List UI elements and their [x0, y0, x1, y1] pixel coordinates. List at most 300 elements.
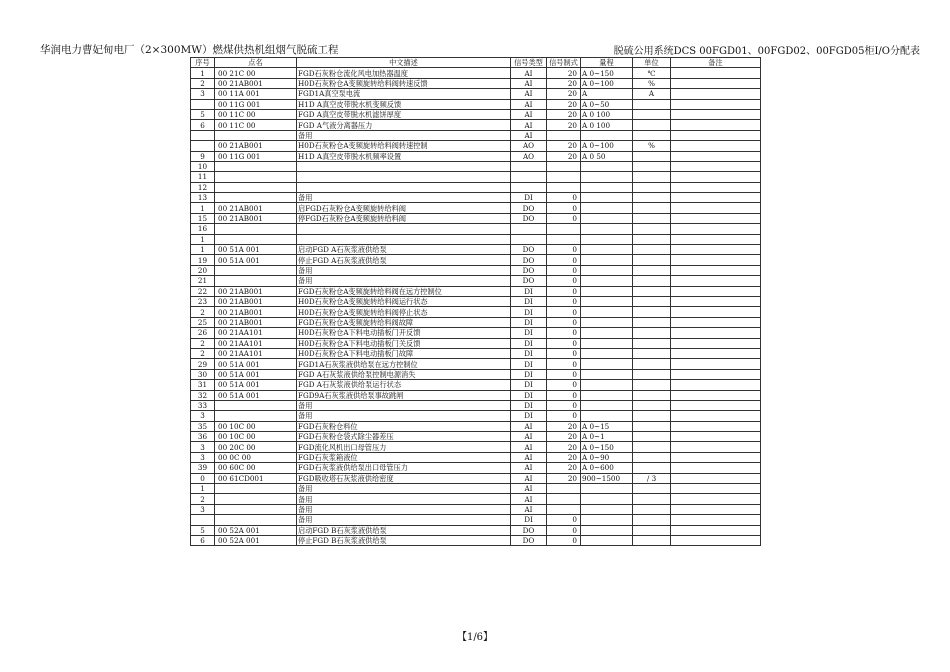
- cell-range: [581, 265, 633, 275]
- cell-signal-type: AI: [511, 99, 547, 109]
- cell-description: FGD流化风机出口母管压力: [297, 442, 511, 452]
- cell-range: [581, 484, 633, 494]
- cell-signal-type: DI: [511, 515, 547, 525]
- cell-signal-system: 0: [547, 359, 581, 369]
- cell-description: H1D A真空皮带脱水机变频反馈: [297, 99, 511, 109]
- cell-tag: 00 21AB001: [215, 307, 297, 317]
- cell-signal-type: [511, 161, 547, 171]
- cell-range: [581, 338, 633, 348]
- cell-note: [671, 328, 761, 338]
- cell-unit: [633, 99, 671, 109]
- cell-note: [671, 78, 761, 88]
- cell-tag: 00 21AB001: [215, 141, 297, 151]
- cell-description: FGD A气液分离器压力: [297, 120, 511, 130]
- cell-seq: 2: [191, 348, 215, 358]
- cell-note: [671, 494, 761, 504]
- cell-tag: [215, 504, 297, 514]
- cell-signal-type: DI: [511, 317, 547, 327]
- cell-signal-system: 0: [547, 525, 581, 535]
- cell-description: 停止FGD B石灰浆液供给泵: [297, 535, 511, 545]
- cell-note: [671, 390, 761, 400]
- cell-tag: 00 61CD001: [215, 473, 297, 483]
- cell-tag: 00 21AB001: [215, 203, 297, 213]
- cell-signal-type: DO: [511, 265, 547, 275]
- table-row: [191, 504, 761, 514]
- cell-signal-system: 0: [547, 369, 581, 379]
- cell-seq: 9: [191, 151, 215, 161]
- header-tag: 点名: [215, 58, 297, 68]
- cell-signal-system: [547, 182, 581, 192]
- cell-signal-type: AI: [511, 484, 547, 494]
- cell-signal-system: [547, 504, 581, 514]
- cell-seq: 35: [191, 421, 215, 431]
- cell-description: [297, 182, 511, 192]
- cell-signal-system: [547, 172, 581, 182]
- cell-signal-type: DI: [511, 359, 547, 369]
- cell-range: A 0~100: [581, 141, 633, 151]
- cell-range: [581, 317, 633, 327]
- cell-unit: [633, 265, 671, 275]
- table-body: [191, 68, 761, 546]
- cell-note: [671, 442, 761, 452]
- cell-tag: 00 52A 001: [215, 535, 297, 545]
- cell-signal-type: DI: [511, 286, 547, 296]
- cell-tag: 00 51A 001: [215, 380, 297, 390]
- cell-note: [671, 400, 761, 410]
- cell-range: [581, 411, 633, 421]
- cell-seq: 33: [191, 400, 215, 410]
- document-title: 华润电力曹妃甸电厂（2×300MW）燃煤供热机组烟气脱硫工程: [40, 44, 339, 56]
- cell-tag: 00 51A 001: [215, 359, 297, 369]
- cell-unit: [633, 359, 671, 369]
- cell-note: [671, 535, 761, 545]
- cell-note: [671, 89, 761, 99]
- cell-description: FGD1A真空泵电流: [297, 89, 511, 99]
- cell-note: [671, 203, 761, 213]
- cell-signal-type: DO: [511, 203, 547, 213]
- cell-seq: 2: [191, 78, 215, 88]
- cell-note: [671, 213, 761, 223]
- cell-signal-system: 0: [547, 317, 581, 327]
- cell-description: H0D石灰粉仓A变频旋转给料阀转速控制: [297, 141, 511, 151]
- cell-seq: 15: [191, 213, 215, 223]
- cell-tag: 00 21AA101: [215, 348, 297, 358]
- cell-tag: 00 11G 001: [215, 99, 297, 109]
- cell-seq: [191, 515, 215, 525]
- cell-tag: [215, 400, 297, 410]
- cell-signal-system: 20: [547, 473, 581, 483]
- cell-description: FGD石灰浆箱液位: [297, 452, 511, 462]
- cell-note: [671, 463, 761, 473]
- cell-unit: %: [633, 78, 671, 88]
- cell-tag: [215, 130, 297, 140]
- cell-signal-system: 0: [547, 307, 581, 317]
- cell-unit: [633, 494, 671, 504]
- cell-seq: 3: [191, 504, 215, 514]
- cell-unit: [633, 380, 671, 390]
- page-number: 【1/6】: [456, 632, 494, 643]
- cell-description: 备用: [297, 494, 511, 504]
- cell-signal-type: DI: [511, 328, 547, 338]
- table-row: [191, 234, 761, 244]
- table-row: [191, 328, 761, 338]
- cell-description: FGD A真空皮带脱水机滤饼厚度: [297, 109, 511, 119]
- cell-unit: [633, 390, 671, 400]
- table-row: [191, 161, 761, 171]
- cell-unit: [633, 515, 671, 525]
- cell-range: [581, 400, 633, 410]
- cell-description: FGD石灰粉仓料位: [297, 421, 511, 431]
- table-row: [191, 432, 761, 442]
- cell-note: [671, 120, 761, 130]
- cell-description: 备用: [297, 130, 511, 140]
- cell-note: [671, 359, 761, 369]
- cell-signal-type: DI: [511, 369, 547, 379]
- table-row: [191, 484, 761, 494]
- cell-seq: 1: [191, 68, 215, 78]
- header-unit: 单位: [633, 58, 671, 68]
- cell-seq: 13: [191, 193, 215, 203]
- cell-tag: 00 21AB001: [215, 296, 297, 306]
- cell-range: A 0~150: [581, 442, 633, 452]
- cell-unit: [633, 328, 671, 338]
- cell-signal-type: AI: [511, 78, 547, 88]
- cell-unit: [633, 452, 671, 462]
- cell-signal-system: 0: [547, 193, 581, 203]
- cell-description: FGD石灰粉仓流化风电加热器温度: [297, 68, 511, 78]
- cell-seq: 3: [191, 89, 215, 99]
- cell-signal-system: 20: [547, 89, 581, 99]
- cell-signal-system: 0: [547, 255, 581, 265]
- cell-unit: [633, 234, 671, 244]
- cell-tag: [215, 484, 297, 494]
- cell-tag: 00 11C 00: [215, 120, 297, 130]
- cell-unit: [633, 109, 671, 119]
- cell-range: [581, 234, 633, 244]
- cell-tag: 00 0C 00: [215, 452, 297, 462]
- cell-unit: [633, 348, 671, 358]
- table-row: [191, 120, 761, 130]
- cell-unit: / 3: [633, 473, 671, 483]
- cell-unit: [633, 203, 671, 213]
- cell-unit: [633, 442, 671, 452]
- table-row: [191, 400, 761, 410]
- cell-range: 900~1500: [581, 473, 633, 483]
- table-row: [191, 213, 761, 223]
- cell-seq: 25: [191, 317, 215, 327]
- cell-range: [581, 359, 633, 369]
- cell-tag: 00 51A 001: [215, 390, 297, 400]
- cell-unit: [633, 151, 671, 161]
- cell-signal-type: AI: [511, 494, 547, 504]
- cell-signal-system: [547, 161, 581, 171]
- cell-tag: 00 21AB001: [215, 317, 297, 327]
- cell-signal-system: 0: [547, 296, 581, 306]
- cell-seq: 23: [191, 296, 215, 306]
- cell-seq: [191, 141, 215, 151]
- cell-note: [671, 255, 761, 265]
- header-seq: 序号: [191, 58, 215, 68]
- cell-unit: [633, 286, 671, 296]
- table-row: [191, 452, 761, 462]
- cell-unit: [633, 161, 671, 171]
- cell-description: H0D石灰粉仓A变频旋转给料阀停止状态: [297, 307, 511, 317]
- cell-range: [581, 515, 633, 525]
- cell-range: [581, 504, 633, 514]
- cell-note: [671, 286, 761, 296]
- cell-seq: 10: [191, 161, 215, 171]
- cell-signal-system: 0: [547, 348, 581, 358]
- cell-seq: 22: [191, 286, 215, 296]
- cell-note: [671, 68, 761, 78]
- cell-tag: 00 51A 001: [215, 369, 297, 379]
- cell-unit: ℃: [633, 68, 671, 78]
- cell-seq: 1: [191, 203, 215, 213]
- table-header-row: [191, 58, 761, 68]
- table-row: [191, 203, 761, 213]
- cell-tag: 00 11G 001: [215, 151, 297, 161]
- cell-unit: [633, 484, 671, 494]
- cell-description: H0D石灰粉仓A变频旋转给料阀转速反馈: [297, 78, 511, 88]
- table-row: [191, 317, 761, 327]
- cell-range: A 0~50: [581, 99, 633, 109]
- cell-description: FGD石灰粉仓A变频旋转给料阀故障: [297, 317, 511, 327]
- cell-note: [671, 245, 761, 255]
- cell-range: A 0~150: [581, 68, 633, 78]
- cell-note: [671, 452, 761, 462]
- cell-signal-type: DI: [511, 338, 547, 348]
- cell-tag: 00 20C 00: [215, 442, 297, 452]
- cell-range: A 0 100: [581, 109, 633, 119]
- cell-seq: 3: [191, 442, 215, 452]
- cell-seq: 2: [191, 307, 215, 317]
- cell-range: [581, 213, 633, 223]
- cell-range: [581, 161, 633, 171]
- cell-signal-system: 20: [547, 463, 581, 473]
- cell-signal-type: AI: [511, 109, 547, 119]
- cell-note: [671, 473, 761, 483]
- cell-note: [671, 525, 761, 535]
- cell-signal-system: 0: [547, 411, 581, 421]
- cell-tag: [215, 234, 297, 244]
- cell-unit: [633, 400, 671, 410]
- cell-signal-system: 20: [547, 432, 581, 442]
- cell-signal-system: 0: [547, 338, 581, 348]
- cell-description: [297, 224, 511, 234]
- cell-signal-system: 0: [547, 390, 581, 400]
- cell-description: FGD石灰粉仓袋式除尘器差压: [297, 432, 511, 442]
- cell-tag: [215, 182, 297, 192]
- cell-signal-type: AI: [511, 473, 547, 483]
- cell-tag: [215, 224, 297, 234]
- cell-note: [671, 432, 761, 442]
- cell-range: A 0~90: [581, 452, 633, 462]
- cell-signal-type: AI: [511, 463, 547, 473]
- cell-signal-type: DO: [511, 255, 547, 265]
- cell-tag: [215, 411, 297, 421]
- cell-range: A 0 100: [581, 120, 633, 130]
- table-row: [191, 380, 761, 390]
- cell-range: [581, 276, 633, 286]
- cell-seq: 19: [191, 255, 215, 265]
- cell-tag: [215, 265, 297, 275]
- cell-seq: 1: [191, 234, 215, 244]
- cell-signal-system: [547, 234, 581, 244]
- cell-tag: [215, 494, 297, 504]
- cell-signal-type: [511, 234, 547, 244]
- cell-note: [671, 161, 761, 171]
- cell-description: 备用: [297, 400, 511, 410]
- table-row: [191, 130, 761, 140]
- cell-seq: 3: [191, 411, 215, 421]
- cell-description: FGD吸收塔石灰浆液供给密度: [297, 473, 511, 483]
- table-row: [191, 525, 761, 535]
- cell-range: [581, 182, 633, 192]
- cell-description: H0D石灰粉仓A下料电动插板门开反馈: [297, 328, 511, 338]
- cell-tag: [215, 276, 297, 286]
- cell-signal-system: 0: [547, 515, 581, 525]
- cell-tag: 00 11A 001: [215, 89, 297, 99]
- cell-seq: [191, 130, 215, 140]
- table-row: [191, 141, 761, 151]
- cell-description: 备用: [297, 504, 511, 514]
- cell-range: A: [581, 89, 633, 99]
- table-row: [191, 411, 761, 421]
- cell-range: [581, 307, 633, 317]
- cell-signal-type: DI: [511, 307, 547, 317]
- cell-description: FGD A石灰浆液供给泵运行状态: [297, 380, 511, 390]
- cell-tag: 00 21AB001: [215, 286, 297, 296]
- cell-note: [671, 99, 761, 109]
- cell-signal-type: AO: [511, 141, 547, 151]
- cell-seq: 21: [191, 276, 215, 286]
- cell-signal-system: 20: [547, 151, 581, 161]
- table-row: [191, 296, 761, 306]
- cell-tag: [215, 172, 297, 182]
- cell-signal-system: 20: [547, 99, 581, 109]
- cell-note: [671, 338, 761, 348]
- cell-tag: 00 10C 00: [215, 432, 297, 442]
- table-row: [191, 68, 761, 78]
- cell-note: [671, 265, 761, 275]
- cell-description: 备用: [297, 411, 511, 421]
- cell-tag: 00 52A 001: [215, 525, 297, 535]
- cell-unit: [633, 307, 671, 317]
- cell-note: [671, 317, 761, 327]
- cell-range: [581, 224, 633, 234]
- cell-unit: [633, 130, 671, 140]
- cell-signal-type: AI: [511, 89, 547, 99]
- cell-tag: 00 11C 00: [215, 109, 297, 119]
- cell-description: 备用: [297, 515, 511, 525]
- cell-note: [671, 193, 761, 203]
- cell-tag: 00 51A 001: [215, 255, 297, 265]
- cell-signal-type: DI: [511, 390, 547, 400]
- cell-description: 备用: [297, 193, 511, 203]
- table-row: [191, 255, 761, 265]
- cell-signal-type: AI: [511, 68, 547, 78]
- cell-description: H1D A真空皮带脱水机频率设置: [297, 151, 511, 161]
- table-row: [191, 286, 761, 296]
- cell-signal-type: DO: [511, 525, 547, 535]
- table-row: [191, 359, 761, 369]
- cell-seq: 11: [191, 172, 215, 182]
- cell-seq: 1: [191, 484, 215, 494]
- cell-range: [581, 255, 633, 265]
- cell-note: [671, 182, 761, 192]
- table-row: [191, 369, 761, 379]
- cell-signal-system: [547, 224, 581, 234]
- cell-signal-system: 0: [547, 535, 581, 545]
- cell-description: H0D石灰粉仓A下料电动插板门故障: [297, 348, 511, 358]
- cell-range: [581, 296, 633, 306]
- cell-seq: 30: [191, 369, 215, 379]
- table-row: [191, 515, 761, 525]
- cell-unit: A: [633, 89, 671, 99]
- document-subtitle: 脱硫公用系统DCS 00FGD01、00FGD02、00FGD05柜I/O分配表: [613, 46, 920, 57]
- cell-range: [581, 535, 633, 545]
- cell-signal-system: 0: [547, 380, 581, 390]
- cell-tag: 00 60C 00: [215, 463, 297, 473]
- table-row: [191, 307, 761, 317]
- cell-unit: [633, 120, 671, 130]
- table-row: [191, 535, 761, 545]
- table-row: [191, 99, 761, 109]
- cell-description: [297, 172, 511, 182]
- cell-seq: 39: [191, 463, 215, 473]
- cell-unit: [633, 525, 671, 535]
- cell-seq: 1: [191, 245, 215, 255]
- cell-unit: [633, 504, 671, 514]
- cell-signal-type: AI: [511, 432, 547, 442]
- cell-signal-system: 0: [547, 328, 581, 338]
- cell-seq: 5: [191, 109, 215, 119]
- cell-tag: [215, 515, 297, 525]
- cell-signal-system: 0: [547, 286, 581, 296]
- cell-seq: 2: [191, 494, 215, 504]
- table-row: [191, 193, 761, 203]
- cell-description: FGD石灰粉仓A变频旋转给料阀在远方控制位: [297, 286, 511, 296]
- table-row: [191, 473, 761, 483]
- header-signal-type: 信号类型: [511, 58, 547, 68]
- cell-signal-type: AI: [511, 504, 547, 514]
- table-row: [191, 338, 761, 348]
- table-row: [191, 390, 761, 400]
- cell-note: [671, 484, 761, 494]
- cell-note: [671, 234, 761, 244]
- cell-description: 启动FGD A石灰浆液供给泵: [297, 245, 511, 255]
- cell-signal-system: 0: [547, 245, 581, 255]
- cell-range: [581, 193, 633, 203]
- cell-range: A 0~600: [581, 463, 633, 473]
- table-row: [191, 348, 761, 358]
- cell-signal-system: 0: [547, 265, 581, 275]
- cell-note: [671, 515, 761, 525]
- cell-range: A 0~1: [581, 432, 633, 442]
- cell-tag: 00 21AB001: [215, 213, 297, 223]
- header-signal-system: 信号制式: [547, 58, 581, 68]
- cell-signal-system: 0: [547, 276, 581, 286]
- cell-note: [671, 348, 761, 358]
- cell-tag: 00 21AB001: [215, 78, 297, 88]
- table-row: [191, 463, 761, 473]
- cell-description: 备用: [297, 265, 511, 275]
- cell-description: H0D石灰粉仓A下料电动插板门关反馈: [297, 338, 511, 348]
- cell-seq: 6: [191, 535, 215, 545]
- cell-unit: [633, 193, 671, 203]
- cell-description: FGD1A石灰浆液供给泵在远方控制位: [297, 359, 511, 369]
- table-row: [191, 245, 761, 255]
